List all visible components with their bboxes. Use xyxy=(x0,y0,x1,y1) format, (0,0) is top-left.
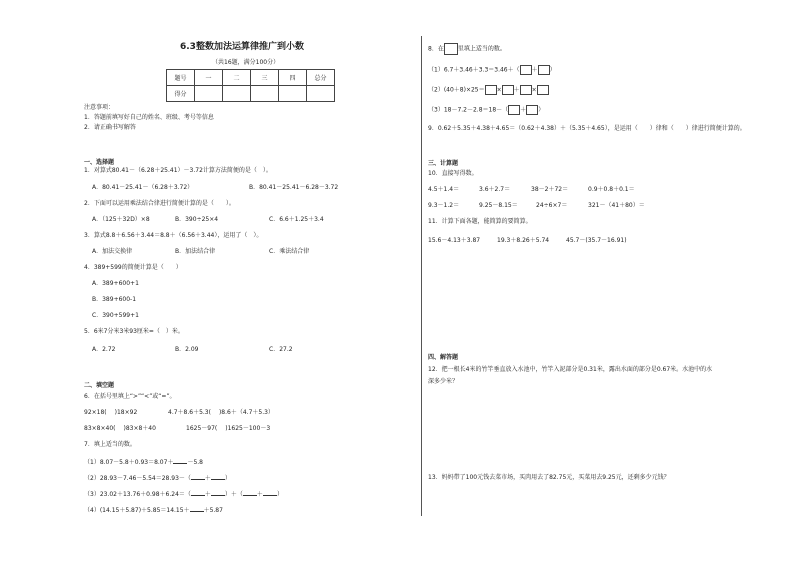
compare-text: )8.6＋（4.7＋5.3） xyxy=(218,409,274,416)
calc-expression: 19.3＋8.26＋5.74 xyxy=(497,237,550,244)
option-b[interactable]: B．2.09 xyxy=(175,346,199,353)
page-title: 6.3整数加法运算律推广到小数 xyxy=(180,42,304,52)
score-cell: 三 xyxy=(251,70,279,86)
fill-line xyxy=(84,505,223,515)
fill-text: ＋ xyxy=(531,66,538,74)
option-b[interactable]: B．加法结合律 xyxy=(175,248,216,255)
compare-text: 4.7＋8.6＋5.3( xyxy=(168,409,211,416)
option-c[interactable]: C．乘法结合律 xyxy=(269,248,310,255)
answer-box[interactable] xyxy=(526,105,538,115)
score-input-cell[interactable] xyxy=(251,86,279,102)
compare-item xyxy=(168,409,274,417)
fill-text: （2）28.93－7.46－5.54＝28.93－（ xyxy=(84,475,191,482)
fill-text: ） xyxy=(549,66,556,74)
compare-item xyxy=(186,425,270,433)
blank-field[interactable] xyxy=(190,505,204,512)
blank-field[interactable] xyxy=(211,473,225,480)
fill-text: × xyxy=(496,86,502,94)
fill-text: ＋ xyxy=(204,475,211,482)
section-heading: 一、选择题 xyxy=(84,159,115,166)
score-cell: 四 xyxy=(279,70,307,86)
fill-line xyxy=(428,85,549,95)
fill-line xyxy=(428,65,556,75)
fill-text: （4）(14.15＋5.87)＋5.85＝14.15＋ xyxy=(84,507,190,514)
compare-item xyxy=(84,409,137,417)
blank-field[interactable] xyxy=(191,473,205,480)
q8-text: 里填上适当的数。 xyxy=(457,45,506,53)
fill-text: ） xyxy=(276,491,283,498)
fill-line xyxy=(84,457,203,467)
question-8 xyxy=(428,43,506,55)
compare-text: 92×18( xyxy=(84,409,107,416)
compare-text: )83×8＋40 xyxy=(123,425,156,432)
section-heading: 四、解答题 xyxy=(428,354,459,361)
compare-text: 1625－97( xyxy=(186,425,218,432)
compare-text: )1625－100－3 xyxy=(225,425,271,432)
calc-expression: 45.7－(35.7－16.91) xyxy=(566,237,627,244)
question-7: 7．填上适当的数。 xyxy=(84,441,136,448)
option-a[interactable]: A．2.72 xyxy=(92,346,116,353)
fill-text: ＋ xyxy=(204,491,211,498)
note-item: 2．请正确书写解答 xyxy=(84,124,136,131)
score-input-cell[interactable] xyxy=(307,86,335,102)
answer-box[interactable] xyxy=(520,85,532,95)
blank-field[interactable] xyxy=(243,489,257,496)
score-input-cell[interactable] xyxy=(279,86,307,102)
question-9: 9．0.62＋5.35＋4.38＋4.65＝（0.62＋4.38）＋（5.35＋4.65），是运用（ ）律和（ ）律进行简便计算的。 xyxy=(428,125,746,132)
option-b[interactable]: B．389+600-1 xyxy=(92,296,137,303)
answer-box[interactable] xyxy=(537,85,549,95)
fill-line xyxy=(428,105,544,115)
option-b[interactable]: B．80.41－25.41－6.28－3.72 xyxy=(249,184,339,191)
question-4: 4．389+599的简便计算是（ ） xyxy=(84,264,182,271)
fill-text: ＋ xyxy=(513,86,520,94)
fill-line xyxy=(84,473,231,483)
q8-text: 8．在 xyxy=(428,45,444,53)
score-cell: 得分 xyxy=(167,86,195,102)
fill-text: －5.8 xyxy=(187,459,203,466)
answer-box[interactable] xyxy=(485,85,497,95)
score-input-cell[interactable] xyxy=(223,86,251,102)
calc-item: 321－（41＋80）＝ xyxy=(588,202,645,209)
section-heading: 三、计算题 xyxy=(428,160,459,167)
answer-box[interactable] xyxy=(508,105,520,115)
score-table xyxy=(166,69,335,102)
score-cell: 题号 xyxy=(167,70,195,86)
score-cell: 总分 xyxy=(307,70,335,86)
fill-text: ＋5.87 xyxy=(203,507,223,514)
fill-text: （2）(40＋8)×25＝ xyxy=(428,86,485,94)
score-cell: 二 xyxy=(223,70,251,86)
column-divider xyxy=(421,36,422,516)
fill-text: ）＋（ xyxy=(224,491,243,498)
blank-field[interactable] xyxy=(173,457,187,464)
fill-text: （1）6.7＋3.46＋3.3＝3.46＋（ xyxy=(428,66,520,74)
score-table-score-row xyxy=(167,86,335,102)
question-12-cont: 深多少米？ xyxy=(428,378,459,385)
fill-text: × xyxy=(531,86,537,94)
question-1: 1．对算式80.41－（6.28＋25.41）－3.72计算方法简便的是（ ）。 xyxy=(84,167,272,174)
section-heading: 二、填空题 xyxy=(84,382,115,389)
option-a[interactable]: A．加法交换律 xyxy=(92,248,133,255)
blank-field[interactable] xyxy=(191,489,205,496)
option-a[interactable]: A．（125＋32D）×8 xyxy=(92,216,150,223)
answer-box[interactable] xyxy=(538,65,550,75)
answer-box[interactable] xyxy=(502,85,514,95)
question-5: 5．6米7分米3米93厘米=（ ）米。 xyxy=(84,328,184,335)
fill-text: ） xyxy=(538,106,545,114)
option-c[interactable]: C．6.6＋1.25＋3.4 xyxy=(269,216,324,223)
compare-text: )18×92 xyxy=(114,409,138,416)
calc-item: 9.25－8.15＝ xyxy=(479,202,518,209)
option-a[interactable]: A．389+600+1 xyxy=(92,280,139,287)
question-13: 13．妈妈带了100元钱去菜市场，买肉用去了82.75元，买菜用去9.25元，还剩多少元钱？ xyxy=(428,474,670,481)
subtitle: （共16题，满分100分） xyxy=(212,59,280,66)
fill-line xyxy=(84,489,283,499)
fill-text: （3）23.02＋13.76＋0.98＋6.24＝（ xyxy=(84,491,191,498)
score-input-cell[interactable] xyxy=(195,86,223,102)
question-11: 11．计算下面各题，能简算的要简算。 xyxy=(428,218,532,225)
calc-item: 4.5＋1.4＝ xyxy=(428,186,460,193)
calc-item: 9.3－1.2＝ xyxy=(428,202,460,209)
option-c[interactable]: C．27.2 xyxy=(269,346,293,353)
score-cell: 一 xyxy=(195,70,223,86)
compare-text: 83×8×40( xyxy=(84,425,116,432)
calc-item: 24÷6×7＝ xyxy=(536,202,568,209)
blank-field[interactable] xyxy=(211,489,225,496)
option-b[interactable]: B．390÷25×4 xyxy=(175,216,219,223)
question-10: 10．直接写得数。 xyxy=(428,170,478,177)
option-a[interactable]: A．80.41－25.41－（6.28＋3.72） xyxy=(92,184,194,191)
fill-text: ） xyxy=(224,475,231,482)
fill-text: （3）18－7.2－2.8＝18－（ xyxy=(428,106,509,114)
fill-text: ＋ xyxy=(256,491,263,498)
note-item: 1．答题前填写好自己的姓名、班级、考号等信息 xyxy=(84,114,214,121)
question-12: 12．把一根长4米的竹竿垂直放入水池中，竹竿入泥部分是0.31米，露出水面的部分是0.67米。水池中的水 xyxy=(428,366,713,373)
answer-box[interactable] xyxy=(444,43,458,55)
compare-item xyxy=(84,425,156,433)
answer-box[interactable] xyxy=(520,65,532,75)
calc-expression: 15.6－4.13＋3.87 xyxy=(428,237,481,244)
calc-item: 0.9＋0.8＋0.1＝ xyxy=(588,186,635,193)
question-6: 6．在括号里填上“>”“<”或“=”。 xyxy=(84,393,176,400)
option-c[interactable]: C．390+599+1 xyxy=(92,312,139,319)
question-3: 3．算式8.8＋6.56＋3.44＝8.8＋（6.56＋3.44），运用了（ ）。 xyxy=(84,232,263,239)
question-2: 2．下面可以运用乘法结合律进行简便计算的是（ ）。 xyxy=(84,200,235,207)
fill-text: ＋ xyxy=(520,106,527,114)
blank-field[interactable] xyxy=(263,489,277,496)
calc-item: 3.6＋2.7＝ xyxy=(479,186,511,193)
notes-heading: 注意事项： xyxy=(84,104,115,111)
calc-item: 38－2＋72＝ xyxy=(531,186,569,193)
score-table-header-row xyxy=(167,70,335,86)
fill-text: （1）8.07－5.8＋0.93＝8.07＋ xyxy=(84,459,174,466)
